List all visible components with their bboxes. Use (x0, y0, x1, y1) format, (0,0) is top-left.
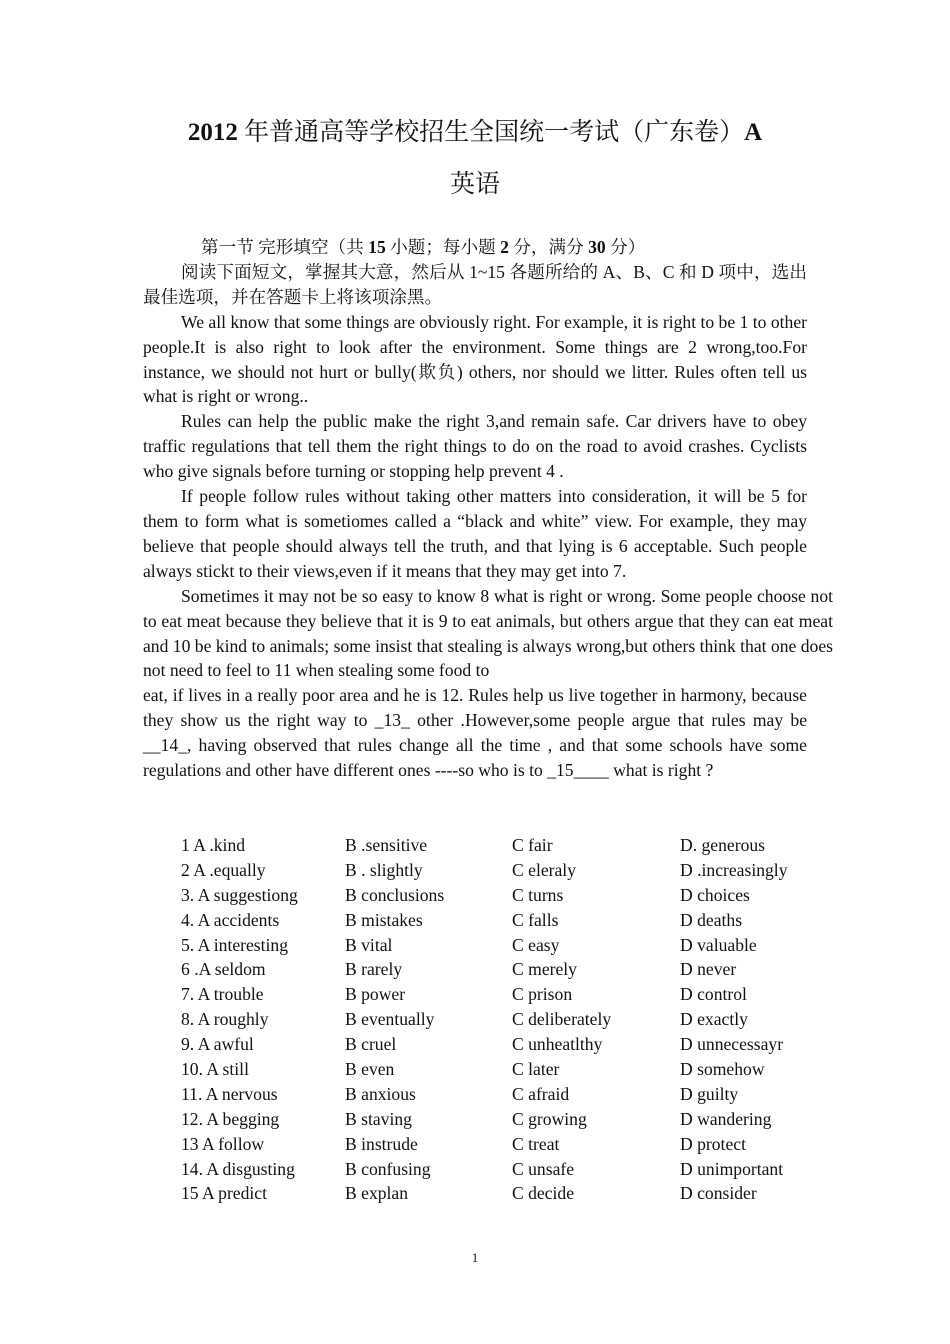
option-d: D protect (680, 1133, 746, 1154)
exam-title (0, 116, 950, 150)
option-d: D unnecessayr (680, 1034, 784, 1055)
option-d: D wandering (680, 1108, 772, 1129)
option-d: D guilty (680, 1083, 739, 1104)
option-d: D unimportant (680, 1158, 784, 1179)
option-c: C treat (512, 1133, 560, 1154)
option-b: B explan (345, 1183, 409, 1204)
exam-body (143, 235, 833, 783)
option-row (181, 1057, 830, 1082)
passage-paragraph-4-continued: eat, if lives in a really poor area and he is 12. Rules help us live together in harmony, because they show us the right way to _13_ other .However,some people argue that rules may be __14_, having observed that rules change all the time , and that some schools have some regulations and other have different ones ----so who is to _15____ what is right ? (143, 685, 807, 781)
instructions: 阅读下面短文，掌握其大意，然后从 1~15 各题所给的 A、B、C 和 D 项中，选出最佳选项，并在答题卡上将该项涂黑。 (143, 261, 807, 307)
option-b: B eventually (345, 1009, 435, 1030)
option-a: 2 A .equally (181, 859, 266, 880)
option-b: B rarely (345, 959, 403, 980)
option-b: B instrude (345, 1133, 418, 1154)
page-number: 1 (471, 1250, 479, 1265)
option-b: B .sensitive (345, 835, 428, 855)
option-b: B confusing (345, 1158, 431, 1179)
option-a: 7. A trouble (181, 984, 264, 1005)
option-row (181, 1032, 830, 1057)
option-b: B conclusions (345, 884, 445, 905)
passage-paragraph-3: If people follow rules without taking other matters into consideration, it will be 5 for them to form what is sometiomes called a “black and white” view. For example, they may believe that people should always tell the truth, and that lying is 6 acceptable. Such people always stickt to their views,even if it means that they may get into 7. (143, 486, 807, 581)
option-b: B even (345, 1059, 395, 1080)
option-c: C fair (512, 835, 553, 855)
option-d: D consider (680, 1183, 757, 1204)
option-d: D .increasingly (680, 859, 788, 880)
option-row (181, 858, 830, 883)
option-a: 9. A awful (181, 1034, 254, 1055)
option-c: C decide (512, 1183, 575, 1204)
option-d: D exactly (680, 1009, 748, 1030)
option-row (181, 908, 830, 933)
option-c: C turns (512, 884, 564, 905)
option-a: 10. A still (181, 1059, 249, 1080)
option-row (181, 982, 830, 1007)
option-b: B staving (345, 1108, 412, 1129)
option-a: 6 .A seldom (181, 959, 266, 980)
option-row (181, 957, 830, 982)
option-c: C unheatlthy (512, 1034, 603, 1055)
option-row (181, 883, 830, 908)
option-row (181, 833, 830, 858)
section-heading-part: 第一节 完形填空（共 (201, 237, 369, 257)
section-heading (143, 235, 807, 260)
option-b: B . slightly (345, 859, 423, 880)
option-a: 15 A predict (181, 1183, 268, 1204)
option-c: C falls (512, 909, 559, 930)
passage-paragraph-4: Sometimes it may not be so easy to know 8 what is right or wrong. Some people choose not to eat meat because they believe that it is 9 to eat animals, but others argue that they can eat meat and 10 be kind to animals; some insist that stealing is always wrong,but others think that one does not need to feel to 11 when stealing some food to (143, 585, 833, 681)
points-per-question: 2 (500, 237, 509, 257)
option-c: C unsafe (512, 1158, 575, 1179)
option-b: B power (345, 984, 406, 1005)
option-c: C merely (512, 959, 577, 980)
option-a: 13 A follow (181, 1133, 265, 1154)
option-c: C easy (512, 934, 560, 955)
passage-paragraph-2: Rules can help the public make the right 3,and remain safe. Car drivers have to obey traffic regulations that tell them the right things to do on the road to avoid crashes. Cyclists who give signals before turning or stopping help prevent 4 . (143, 411, 807, 482)
option-d: D never (680, 959, 737, 980)
passage-paragraph-1: We all know that some things are obviously right. For example, it is right to be 1 to other people.It is also right to look after the environment. Some things are 2 wrong,too.For instance, we should not hurt or bully(欺负) others, nor should we litter. Rules often tell us what is right or wrong.. (143, 311, 807, 407)
option-c: C later (512, 1059, 560, 1080)
option-a: 4. A accidents (181, 909, 280, 930)
option-c: C growing (512, 1108, 587, 1129)
option-a: 3. A suggestiong (181, 884, 298, 905)
option-row (181, 1107, 830, 1132)
exam-paper-type: A (744, 119, 763, 146)
section-heading-part: 分） (605, 237, 646, 257)
option-d: D somehow (680, 1059, 765, 1080)
option-b: B cruel (345, 1034, 397, 1055)
option-a: 11. A nervous (181, 1083, 278, 1104)
option-c: C eleraly (512, 859, 576, 880)
option-d: D deaths (680, 909, 743, 930)
exam-subject: 英语 (449, 171, 500, 198)
option-a: 14. A disgusting (181, 1158, 295, 1179)
option-a: 12. A begging (181, 1108, 280, 1129)
section-heading-part: 小题；每小题 (385, 237, 501, 257)
option-a: 1 A .kind (181, 835, 246, 855)
option-row (181, 1007, 830, 1032)
option-d: D valuable (680, 934, 757, 955)
option-d: D. generous (680, 835, 766, 855)
option-row (181, 1132, 830, 1157)
option-row (181, 1181, 830, 1206)
option-c: C prison (512, 984, 573, 1005)
answer-options-list (181, 833, 830, 1206)
exam-title-text: 年普通高等学校招生全国统一考试（广东卷） (237, 119, 745, 146)
option-a: 5. A interesting (181, 934, 289, 955)
section-heading-part: 分，满分 (508, 237, 589, 257)
option-c: C deliberately (512, 1009, 612, 1030)
option-row (181, 1082, 830, 1107)
exam-year: 2012 (187, 119, 238, 146)
option-d: D control (680, 984, 747, 1005)
option-b: B anxious (345, 1083, 416, 1104)
option-a: 8. A roughly (181, 1009, 269, 1030)
option-row (181, 1157, 830, 1182)
option-b: B vital (345, 934, 393, 955)
option-b: B mistakes (345, 909, 423, 930)
question-count: 15 (368, 237, 386, 257)
total-points: 30 (588, 237, 606, 257)
option-row (181, 933, 830, 958)
option-c: C afraid (512, 1083, 570, 1104)
option-d: D choices (680, 884, 750, 905)
